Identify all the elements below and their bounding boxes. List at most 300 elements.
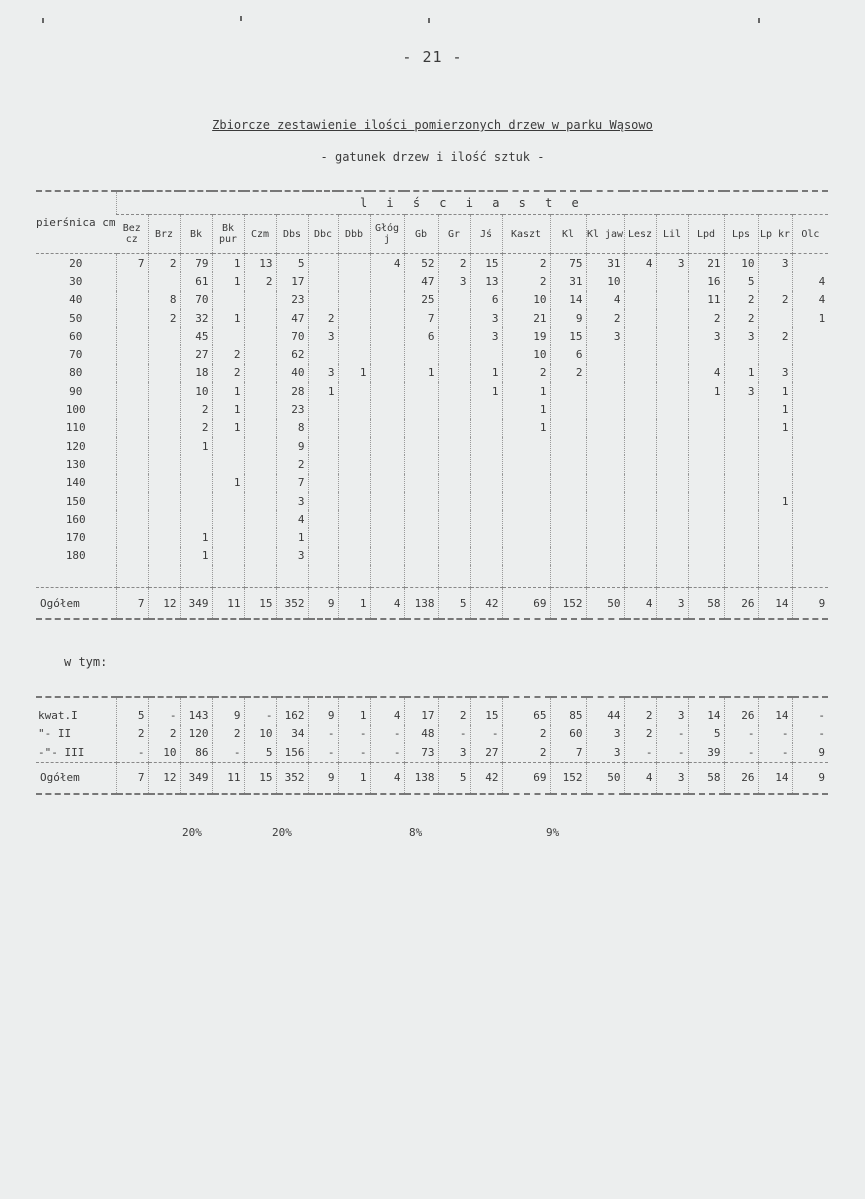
count-cell	[212, 492, 244, 510]
percentage-note: 9%	[546, 826, 560, 839]
count-cell: 1	[758, 382, 792, 400]
count-cell	[502, 547, 550, 565]
count-cell: 13	[244, 254, 276, 273]
table-row	[36, 743, 828, 762]
table-row	[36, 706, 828, 725]
table-row	[36, 419, 828, 437]
count-cell	[724, 492, 758, 510]
species-column-header: Kl jaw	[586, 215, 624, 254]
count-cell: 1	[212, 382, 244, 400]
count-cell: 17	[276, 272, 308, 290]
table-row	[36, 272, 828, 290]
total-cell: 9	[792, 588, 828, 620]
count-cell: 2	[502, 364, 550, 382]
count-cell: 9	[308, 706, 338, 725]
empty-cell	[656, 697, 688, 706]
count-cell: 23	[276, 291, 308, 309]
count-cell: 162	[276, 706, 308, 725]
count-cell: 27	[180, 345, 212, 363]
species-column-header: Głóg j	[370, 215, 404, 254]
count-cell: 10	[502, 291, 550, 309]
diameter-cell: 30	[69, 274, 83, 288]
count-cell	[148, 400, 180, 418]
count-cell	[502, 455, 550, 473]
count-cell	[792, 455, 828, 473]
total-cell: 5	[438, 762, 470, 794]
species-column-header: Lpd	[688, 215, 724, 254]
count-cell: 86	[180, 743, 212, 762]
count-cell: 40	[276, 364, 308, 382]
count-cell: 16	[688, 272, 724, 290]
count-cell	[792, 474, 828, 492]
count-cell	[370, 510, 404, 528]
count-cell	[308, 254, 338, 273]
count-cell	[438, 455, 470, 473]
empty-cell	[438, 697, 470, 706]
species-column-header: Dbc	[308, 215, 338, 254]
count-cell	[212, 327, 244, 345]
count-cell	[180, 492, 212, 510]
count-cell	[502, 437, 550, 455]
count-cell	[404, 400, 438, 418]
table-row	[36, 382, 828, 400]
count-cell	[148, 492, 180, 510]
total-cell: 50	[586, 588, 624, 620]
count-cell	[116, 474, 148, 492]
species-column-header: Kaszt	[502, 215, 550, 254]
count-cell	[624, 272, 656, 290]
count-cell	[688, 492, 724, 510]
count-cell	[550, 492, 586, 510]
total-cell: 26	[724, 588, 758, 620]
count-cell: 3	[724, 382, 758, 400]
count-cell: 2	[212, 345, 244, 363]
empty-cell	[308, 697, 338, 706]
count-cell	[338, 382, 370, 400]
count-cell	[550, 400, 586, 418]
count-cell	[404, 345, 438, 363]
count-cell: -	[656, 725, 688, 744]
document-subtitle: - gatunek drzew i ilość sztuk -	[320, 150, 545, 164]
count-cell	[470, 528, 502, 546]
count-cell	[308, 437, 338, 455]
count-cell	[438, 547, 470, 565]
count-cell	[338, 547, 370, 565]
count-cell: -	[792, 725, 828, 744]
count-cell	[404, 510, 438, 528]
table-row	[36, 400, 828, 418]
page-number: - 21 -	[402, 48, 463, 66]
count-cell: 61	[180, 272, 212, 290]
diameter-cell: 20	[69, 256, 83, 270]
count-cell	[148, 455, 180, 473]
empty-cell	[404, 697, 438, 706]
count-cell	[438, 474, 470, 492]
species-column-header: Gr	[438, 215, 470, 254]
species-column-header: Brz	[148, 215, 180, 254]
count-cell	[586, 547, 624, 565]
count-cell: -	[116, 743, 148, 762]
count-cell: -	[758, 725, 792, 744]
count-cell	[656, 272, 688, 290]
total-cell: 4	[370, 588, 404, 620]
total-cell: 1	[338, 588, 370, 620]
count-cell	[550, 419, 586, 437]
count-cell	[586, 345, 624, 363]
species-column-header: Olc	[792, 215, 828, 254]
count-cell: -	[370, 725, 404, 744]
empty-cell	[244, 565, 276, 588]
species-column-header: Lps	[724, 215, 758, 254]
species-column-header: Dbb	[338, 215, 370, 254]
count-cell	[624, 327, 656, 345]
count-cell: 47	[276, 309, 308, 327]
count-cell	[148, 474, 180, 492]
count-cell	[308, 547, 338, 565]
count-cell	[656, 492, 688, 510]
count-cell	[624, 419, 656, 437]
count-cell	[586, 382, 624, 400]
count-cell	[212, 547, 244, 565]
count-cell: 7	[550, 743, 586, 762]
total-cell: 3	[656, 588, 688, 620]
count-cell: 10	[180, 382, 212, 400]
count-cell: -	[338, 725, 370, 744]
count-cell	[116, 419, 148, 437]
count-cell: 7	[276, 474, 308, 492]
count-cell	[244, 345, 276, 363]
count-cell: 2	[502, 725, 550, 744]
total-cell: 58	[688, 588, 724, 620]
count-cell: 7	[116, 254, 148, 273]
total-cell: 50	[586, 762, 624, 794]
count-cell	[404, 528, 438, 546]
count-cell: 79	[180, 254, 212, 273]
count-cell	[148, 437, 180, 455]
count-cell: 73	[404, 743, 438, 762]
diameter-cell: 180	[65, 549, 86, 563]
count-cell	[308, 400, 338, 418]
count-cell	[688, 510, 724, 528]
count-cell: 10	[148, 743, 180, 762]
count-cell	[724, 510, 758, 528]
count-cell	[148, 547, 180, 565]
count-cell	[688, 547, 724, 565]
empty-cell	[36, 565, 116, 588]
count-cell: -	[470, 725, 502, 744]
empty-cell	[308, 565, 338, 588]
count-cell	[792, 254, 828, 273]
count-cell	[116, 528, 148, 546]
count-cell: 1	[276, 528, 308, 546]
count-cell: 1	[212, 272, 244, 290]
empty-cell	[180, 565, 212, 588]
count-cell: 3	[758, 254, 792, 273]
total-cell: 11	[212, 588, 244, 620]
total-cell: 7	[116, 588, 148, 620]
count-cell: 2	[438, 254, 470, 273]
count-cell: 1	[792, 309, 828, 327]
count-cell	[656, 327, 688, 345]
count-cell	[244, 364, 276, 382]
count-cell	[308, 291, 338, 309]
empty-cell	[688, 565, 724, 588]
count-cell: 31	[586, 254, 624, 273]
quarter-label: -"- III	[38, 745, 85, 759]
diameter-cell: 100	[65, 403, 86, 417]
group-header-row	[36, 191, 828, 215]
count-cell	[244, 492, 276, 510]
total-cell: 42	[470, 762, 502, 794]
count-cell	[338, 345, 370, 363]
total-cell: 9	[308, 588, 338, 620]
count-cell	[792, 492, 828, 510]
empty-cell	[688, 697, 724, 706]
count-cell: 2	[758, 291, 792, 309]
count-cell	[404, 419, 438, 437]
count-cell: 2	[502, 254, 550, 273]
count-cell: 1	[502, 382, 550, 400]
count-cell: 1	[212, 309, 244, 327]
total-cell: 349	[180, 762, 212, 794]
count-cell	[244, 382, 276, 400]
count-cell	[656, 528, 688, 546]
count-cell	[470, 437, 502, 455]
count-cell: 10	[244, 725, 276, 744]
count-cell: 1	[502, 400, 550, 418]
count-cell	[550, 455, 586, 473]
count-cell: 75	[550, 254, 586, 273]
count-cell: 1	[180, 437, 212, 455]
count-cell	[404, 455, 438, 473]
count-cell	[586, 364, 624, 382]
count-cell: -	[308, 743, 338, 762]
count-cell: 1	[308, 382, 338, 400]
count-cell	[338, 400, 370, 418]
count-cell: -	[338, 743, 370, 762]
count-cell	[212, 528, 244, 546]
count-cell: 10	[502, 345, 550, 363]
count-cell: 3	[470, 309, 502, 327]
empty-cell	[212, 565, 244, 588]
count-cell: 1	[212, 400, 244, 418]
count-cell	[212, 510, 244, 528]
total-cell: 15	[244, 588, 276, 620]
trees-by-diameter-table	[36, 190, 828, 620]
count-cell	[308, 510, 338, 528]
species-column-header: Czm	[244, 215, 276, 254]
table-row	[36, 547, 828, 565]
table-row	[36, 492, 828, 510]
empty-cell	[550, 697, 586, 706]
document-title: Zbiorcze zestawienie ilości pomierzonych drzew w parku Wąsowo	[212, 118, 653, 132]
count-cell: 2	[724, 309, 758, 327]
species-column-header: Lil	[656, 215, 688, 254]
total-cell: 9	[308, 762, 338, 794]
count-cell	[470, 345, 502, 363]
count-cell: 27	[470, 743, 502, 762]
species-column-header: Kl	[550, 215, 586, 254]
quarter-label: "- II	[38, 727, 72, 741]
table-row	[36, 291, 828, 309]
count-cell: 1	[212, 254, 244, 273]
count-cell: 47	[404, 272, 438, 290]
empty-cell	[792, 697, 828, 706]
count-cell	[148, 382, 180, 400]
empty-cell	[586, 565, 624, 588]
count-cell	[586, 528, 624, 546]
count-cell	[116, 327, 148, 345]
count-cell	[758, 309, 792, 327]
species-column-header: Lp kr	[758, 215, 792, 254]
count-cell: 2	[148, 254, 180, 273]
total-cell: 11	[212, 762, 244, 794]
count-cell: 45	[180, 327, 212, 345]
count-cell	[338, 272, 370, 290]
diameter-cell: 160	[65, 512, 86, 526]
count-cell	[724, 455, 758, 473]
count-cell: 5	[724, 272, 758, 290]
count-cell	[244, 400, 276, 418]
count-cell	[148, 510, 180, 528]
count-cell: 8	[276, 419, 308, 437]
count-cell	[470, 400, 502, 418]
empty-cell	[338, 697, 370, 706]
count-cell	[212, 437, 244, 455]
diameter-cell: 150	[65, 494, 86, 508]
count-cell: 3	[724, 327, 758, 345]
count-cell	[180, 455, 212, 473]
diameter-cell: 170	[65, 531, 86, 545]
count-cell	[244, 474, 276, 492]
count-cell: 2	[148, 725, 180, 744]
count-cell: 13	[470, 272, 502, 290]
count-cell	[624, 455, 656, 473]
count-cell	[586, 419, 624, 437]
percentage-note: 20%	[272, 826, 292, 839]
empty-cell	[180, 697, 212, 706]
count-cell: -	[370, 743, 404, 762]
total-cell: 12	[148, 762, 180, 794]
count-cell	[244, 528, 276, 546]
count-cell	[438, 364, 470, 382]
count-cell	[470, 474, 502, 492]
count-cell: 65	[502, 706, 550, 725]
empty-cell	[244, 697, 276, 706]
count-cell	[624, 291, 656, 309]
count-cell: 21	[688, 254, 724, 273]
count-cell	[724, 547, 758, 565]
count-cell	[338, 510, 370, 528]
count-cell	[308, 492, 338, 510]
count-cell: 1	[212, 474, 244, 492]
count-cell: 1	[688, 382, 724, 400]
count-cell: 8	[148, 291, 180, 309]
count-cell: 9	[212, 706, 244, 725]
count-cell	[656, 510, 688, 528]
count-cell	[338, 455, 370, 473]
diameter-cell: 120	[65, 439, 86, 453]
count-cell: 48	[404, 725, 438, 744]
total-cell: 349	[180, 588, 212, 620]
count-cell: 2	[586, 309, 624, 327]
count-cell: 14	[550, 291, 586, 309]
count-cell: 5	[688, 725, 724, 744]
total-cell: 12	[148, 588, 180, 620]
count-cell: 4	[370, 706, 404, 725]
count-cell	[624, 345, 656, 363]
count-cell	[148, 528, 180, 546]
empty-cell	[116, 697, 148, 706]
total-cell: 4	[370, 762, 404, 794]
count-cell	[758, 547, 792, 565]
count-cell	[470, 455, 502, 473]
total-cell: 152	[550, 588, 586, 620]
total-row	[36, 588, 828, 620]
count-cell: 2	[502, 743, 550, 762]
count-cell: 25	[404, 291, 438, 309]
count-cell	[656, 455, 688, 473]
count-cell	[244, 510, 276, 528]
species-column-header: Gb	[404, 215, 438, 254]
species-column-header: Dbs	[276, 215, 308, 254]
top-rule-row	[36, 697, 828, 706]
count-cell: -	[624, 743, 656, 762]
total-cell: 352	[276, 762, 308, 794]
count-cell	[116, 437, 148, 455]
count-cell	[370, 364, 404, 382]
count-cell: 15	[470, 254, 502, 273]
table-row	[36, 437, 828, 455]
species-column-header: Bk pur	[212, 215, 244, 254]
count-cell	[404, 492, 438, 510]
count-cell	[656, 382, 688, 400]
count-cell	[656, 419, 688, 437]
total-cell: 58	[688, 762, 724, 794]
table-row	[36, 309, 828, 327]
empty-cell	[624, 565, 656, 588]
count-cell: 52	[404, 254, 438, 273]
count-cell: 9	[550, 309, 586, 327]
count-cell	[116, 492, 148, 510]
count-cell: 2	[502, 272, 550, 290]
count-cell: 31	[550, 272, 586, 290]
count-cell: 2	[276, 455, 308, 473]
empty-cell	[116, 565, 148, 588]
count-cell: -	[148, 706, 180, 725]
count-cell: -	[244, 706, 276, 725]
count-cell: 2	[624, 725, 656, 744]
count-cell	[470, 419, 502, 437]
count-cell	[308, 272, 338, 290]
total-cell: 4	[624, 588, 656, 620]
count-cell	[656, 547, 688, 565]
trees-by-quarter-table	[36, 696, 828, 795]
count-cell	[370, 437, 404, 455]
count-cell	[550, 547, 586, 565]
count-cell	[624, 400, 656, 418]
count-cell: -	[656, 743, 688, 762]
count-cell: 3	[308, 327, 338, 345]
count-cell	[656, 345, 688, 363]
count-cell	[438, 510, 470, 528]
count-cell	[586, 510, 624, 528]
count-cell: 32	[180, 309, 212, 327]
table-row	[36, 455, 828, 473]
empty-cell	[36, 697, 116, 706]
count-cell	[792, 327, 828, 345]
total-cell: 69	[502, 762, 550, 794]
